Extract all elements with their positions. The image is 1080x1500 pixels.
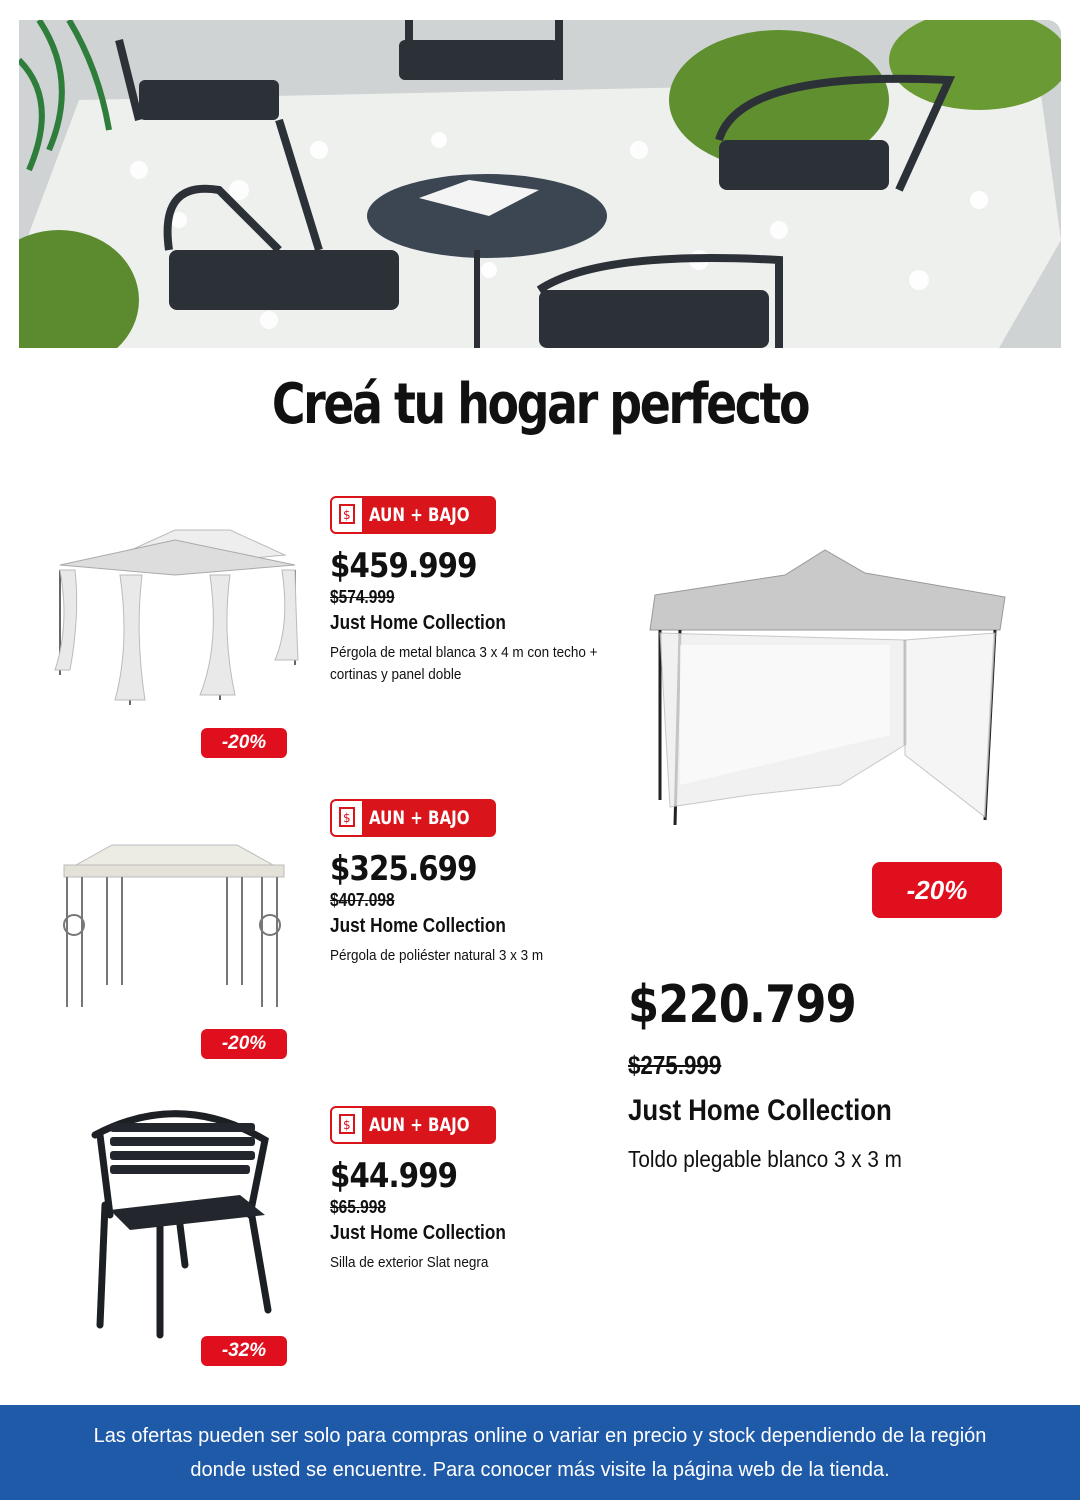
aun-mas-bajo-badge: $ AUN + BAJO bbox=[330, 1106, 496, 1144]
disclaimer-text: Las ofertas pueden ser solo para compras online o variar en precio y stock dependiendo de la región donde usted se encuentre. Para conocer más visite la página web de la tienda. bbox=[93, 1425, 987, 1481]
product-brand: Just Home Collection bbox=[330, 612, 506, 634]
product-brand: Just Home Collection bbox=[628, 1094, 892, 1127]
product-brand: Just Home Collection bbox=[330, 1222, 506, 1244]
price-down-icon bbox=[332, 1108, 362, 1142]
hero-image bbox=[19, 20, 1061, 348]
aun-mas-bajo-badge: $ AUN + BAJO bbox=[330, 799, 496, 837]
product-price: $220.799 bbox=[628, 975, 856, 1035]
price-down-icon bbox=[332, 801, 362, 835]
discount-badge: -20% bbox=[201, 728, 287, 758]
product-old-price: $275.999 bbox=[628, 1050, 722, 1080]
footer-disclaimer bbox=[0, 1405, 1080, 1500]
discount-badge: -20% bbox=[872, 862, 1002, 918]
svg-text:$: $ bbox=[343, 1118, 351, 1132]
svg-text:$: $ bbox=[343, 811, 351, 825]
aun-mas-bajo-badge: $ AUN + BAJO bbox=[330, 496, 496, 534]
product-description: Toldo plegable blanco 3 x 3 m bbox=[628, 1146, 902, 1172]
product-price: $44.999 bbox=[330, 1156, 458, 1196]
page-title: Creá tu hogar perfecto bbox=[271, 372, 809, 437]
product-description: Pérgola de poliéster natural 3 x 3 m bbox=[330, 947, 544, 964]
product-image-pergola-metal[interactable] bbox=[50, 525, 300, 710]
product-image-pergola-poliester[interactable] bbox=[62, 835, 287, 1010]
price-down-icon bbox=[332, 498, 362, 532]
svg-text:$: $ bbox=[343, 508, 351, 522]
product-old-price: $407.098 bbox=[330, 890, 395, 910]
product-description: Silla de exterior Slat negra bbox=[330, 1254, 489, 1271]
product-old-price: $65.998 bbox=[330, 1197, 386, 1217]
product-description: Pérgola de metal blanca 3 x 4 m con techo + cortinas y panel doble bbox=[330, 644, 598, 683]
product-price: $325.699 bbox=[330, 849, 477, 889]
product-image-toldo-plegable[interactable] bbox=[640, 545, 1010, 830]
product-old-price: $574.999 bbox=[330, 587, 395, 607]
discount-badge: -32% bbox=[201, 1336, 287, 1366]
product-image-silla-slat[interactable] bbox=[90, 1105, 275, 1350]
discount-badge: -20% bbox=[201, 1029, 287, 1059]
product-price: $459.999 bbox=[330, 546, 477, 586]
product-brand: Just Home Collection bbox=[330, 915, 506, 937]
